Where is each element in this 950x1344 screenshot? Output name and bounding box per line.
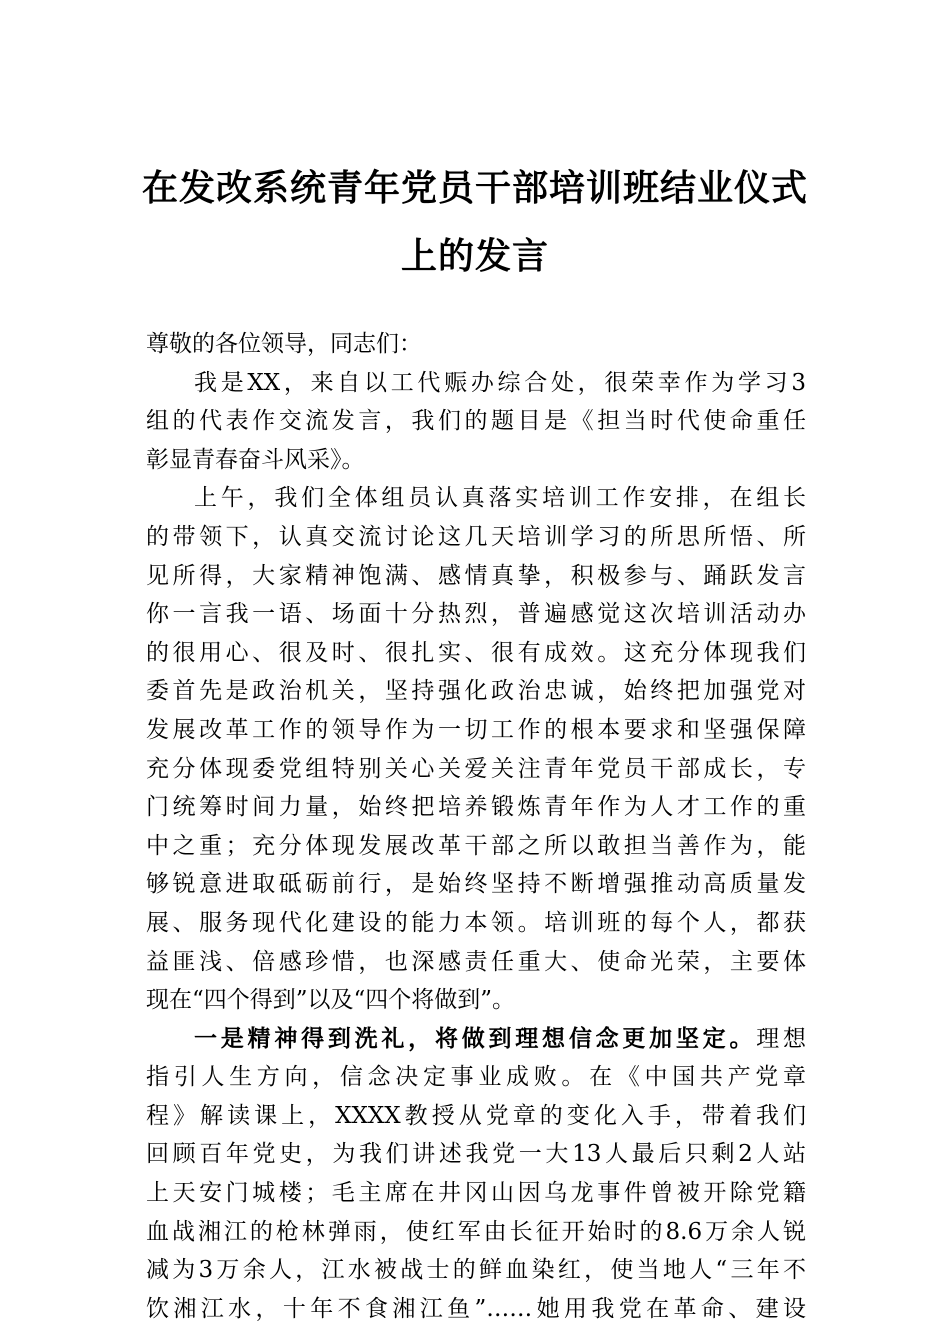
- paragraph-2-line: 上午，我们全体组员认真落实培训工作安排，在组长: [194, 485, 806, 512]
- paragraph-2-line: 委首先是政治机关，坚持强化政治忠诚，始终把加强党对: [146, 678, 806, 705]
- salutation: 尊敬的各位领导，同志们：: [146, 331, 422, 357]
- paragraph-3-first-line: [146, 1020, 806, 1059]
- document-title-line-1: 在发改系统青年党员干部培训班结业仪式: [141, 167, 808, 209]
- paragraph-2-line: 展、服务现代化建设的能力本领。培训班的每个人，都获: [146, 909, 806, 936]
- paragraph-2-line: 见所得，大家精神饱满、感情真挚，积极参与、踊跃发言: [146, 562, 806, 589]
- paragraph-1-line: 我是XX，来自以工代赈办综合处，很荣幸作为学习3: [194, 369, 806, 396]
- paragraph-3-line: 指引人生方向，信念决定事业成败。在《中国共产党章: [146, 1064, 806, 1091]
- paragraph-2-line: 的带领下，认真交流讨论这几天培训学习的所思所悟、所: [146, 523, 806, 550]
- paragraph-3-line: 减为3万余人，江水被战士的鲜血染红，使当地人“三年不: [146, 1257, 806, 1284]
- paragraph-1-line: 彰显青春奋斗风采》。: [146, 446, 365, 473]
- paragraph-3-line: 血战湘江的枪林弹雨，使红军由长征开始时的8.6万余人锐: [146, 1218, 806, 1245]
- paragraph-1-line: 组的代表作交流发言，我们的题目是《担当时代使命重任: [146, 408, 806, 435]
- paragraph-2-line: 门统筹时间力量，始终把培养锻炼青年作为人才工作的重: [146, 794, 806, 821]
- paragraph-2-line: 益匪浅、倍感珍惜，也深感责任重大、使命光荣，主要体: [146, 948, 806, 975]
- document-title-line-2: 上的发言: [400, 235, 549, 277]
- paragraph-3-line: 饮湘江水，十年不食湘江鱼”……她用我党在革命、建设: [146, 1295, 806, 1322]
- paragraph-2-line: 你一言我一语、场面十分热烈，普遍感觉这次培训活动办: [146, 601, 806, 628]
- paragraph-2-line: 的很用心、很及时、很扎实、很有成效。这充分体现我们: [146, 639, 806, 666]
- paragraph-3-line: 上天安门城楼；毛主席在井冈山因乌龙事件曾被开除党籍: [146, 1180, 806, 1207]
- paragraph-3-bold-lead: 一是精神得到洗礼，将做到理想信念更加坚定。: [194, 1024, 757, 1052]
- paragraph-2-line: 现在“四个得到”以及“四个将做到”。: [146, 987, 516, 1014]
- paragraph-2-line: 中之重；充分体现发展改革干部之所以敢担当善作为，能: [146, 832, 806, 859]
- paragraph-2-line: 发展改革工作的领导作为一切工作的根本要求和坚强保障: [146, 716, 806, 743]
- paragraph-3-line: 程》解读课上，XXXX教授从党章的变化入手，带着我们: [146, 1102, 806, 1129]
- document-body: [146, 325, 806, 1328]
- paragraph-3-first-line-rest: 理想: [756, 1025, 807, 1052]
- paragraph-2-line: 充分体现委党组特别关心关爱关注青年党员干部成长，专: [146, 755, 806, 782]
- paragraph-3-line: 回顾百年党史，为我们讲述我党一大13人最后只剩2人站: [146, 1141, 806, 1168]
- paragraph-2-line: 够锐意进取砥砺前行，是始终坚持不断增强推动高质量发: [146, 871, 806, 898]
